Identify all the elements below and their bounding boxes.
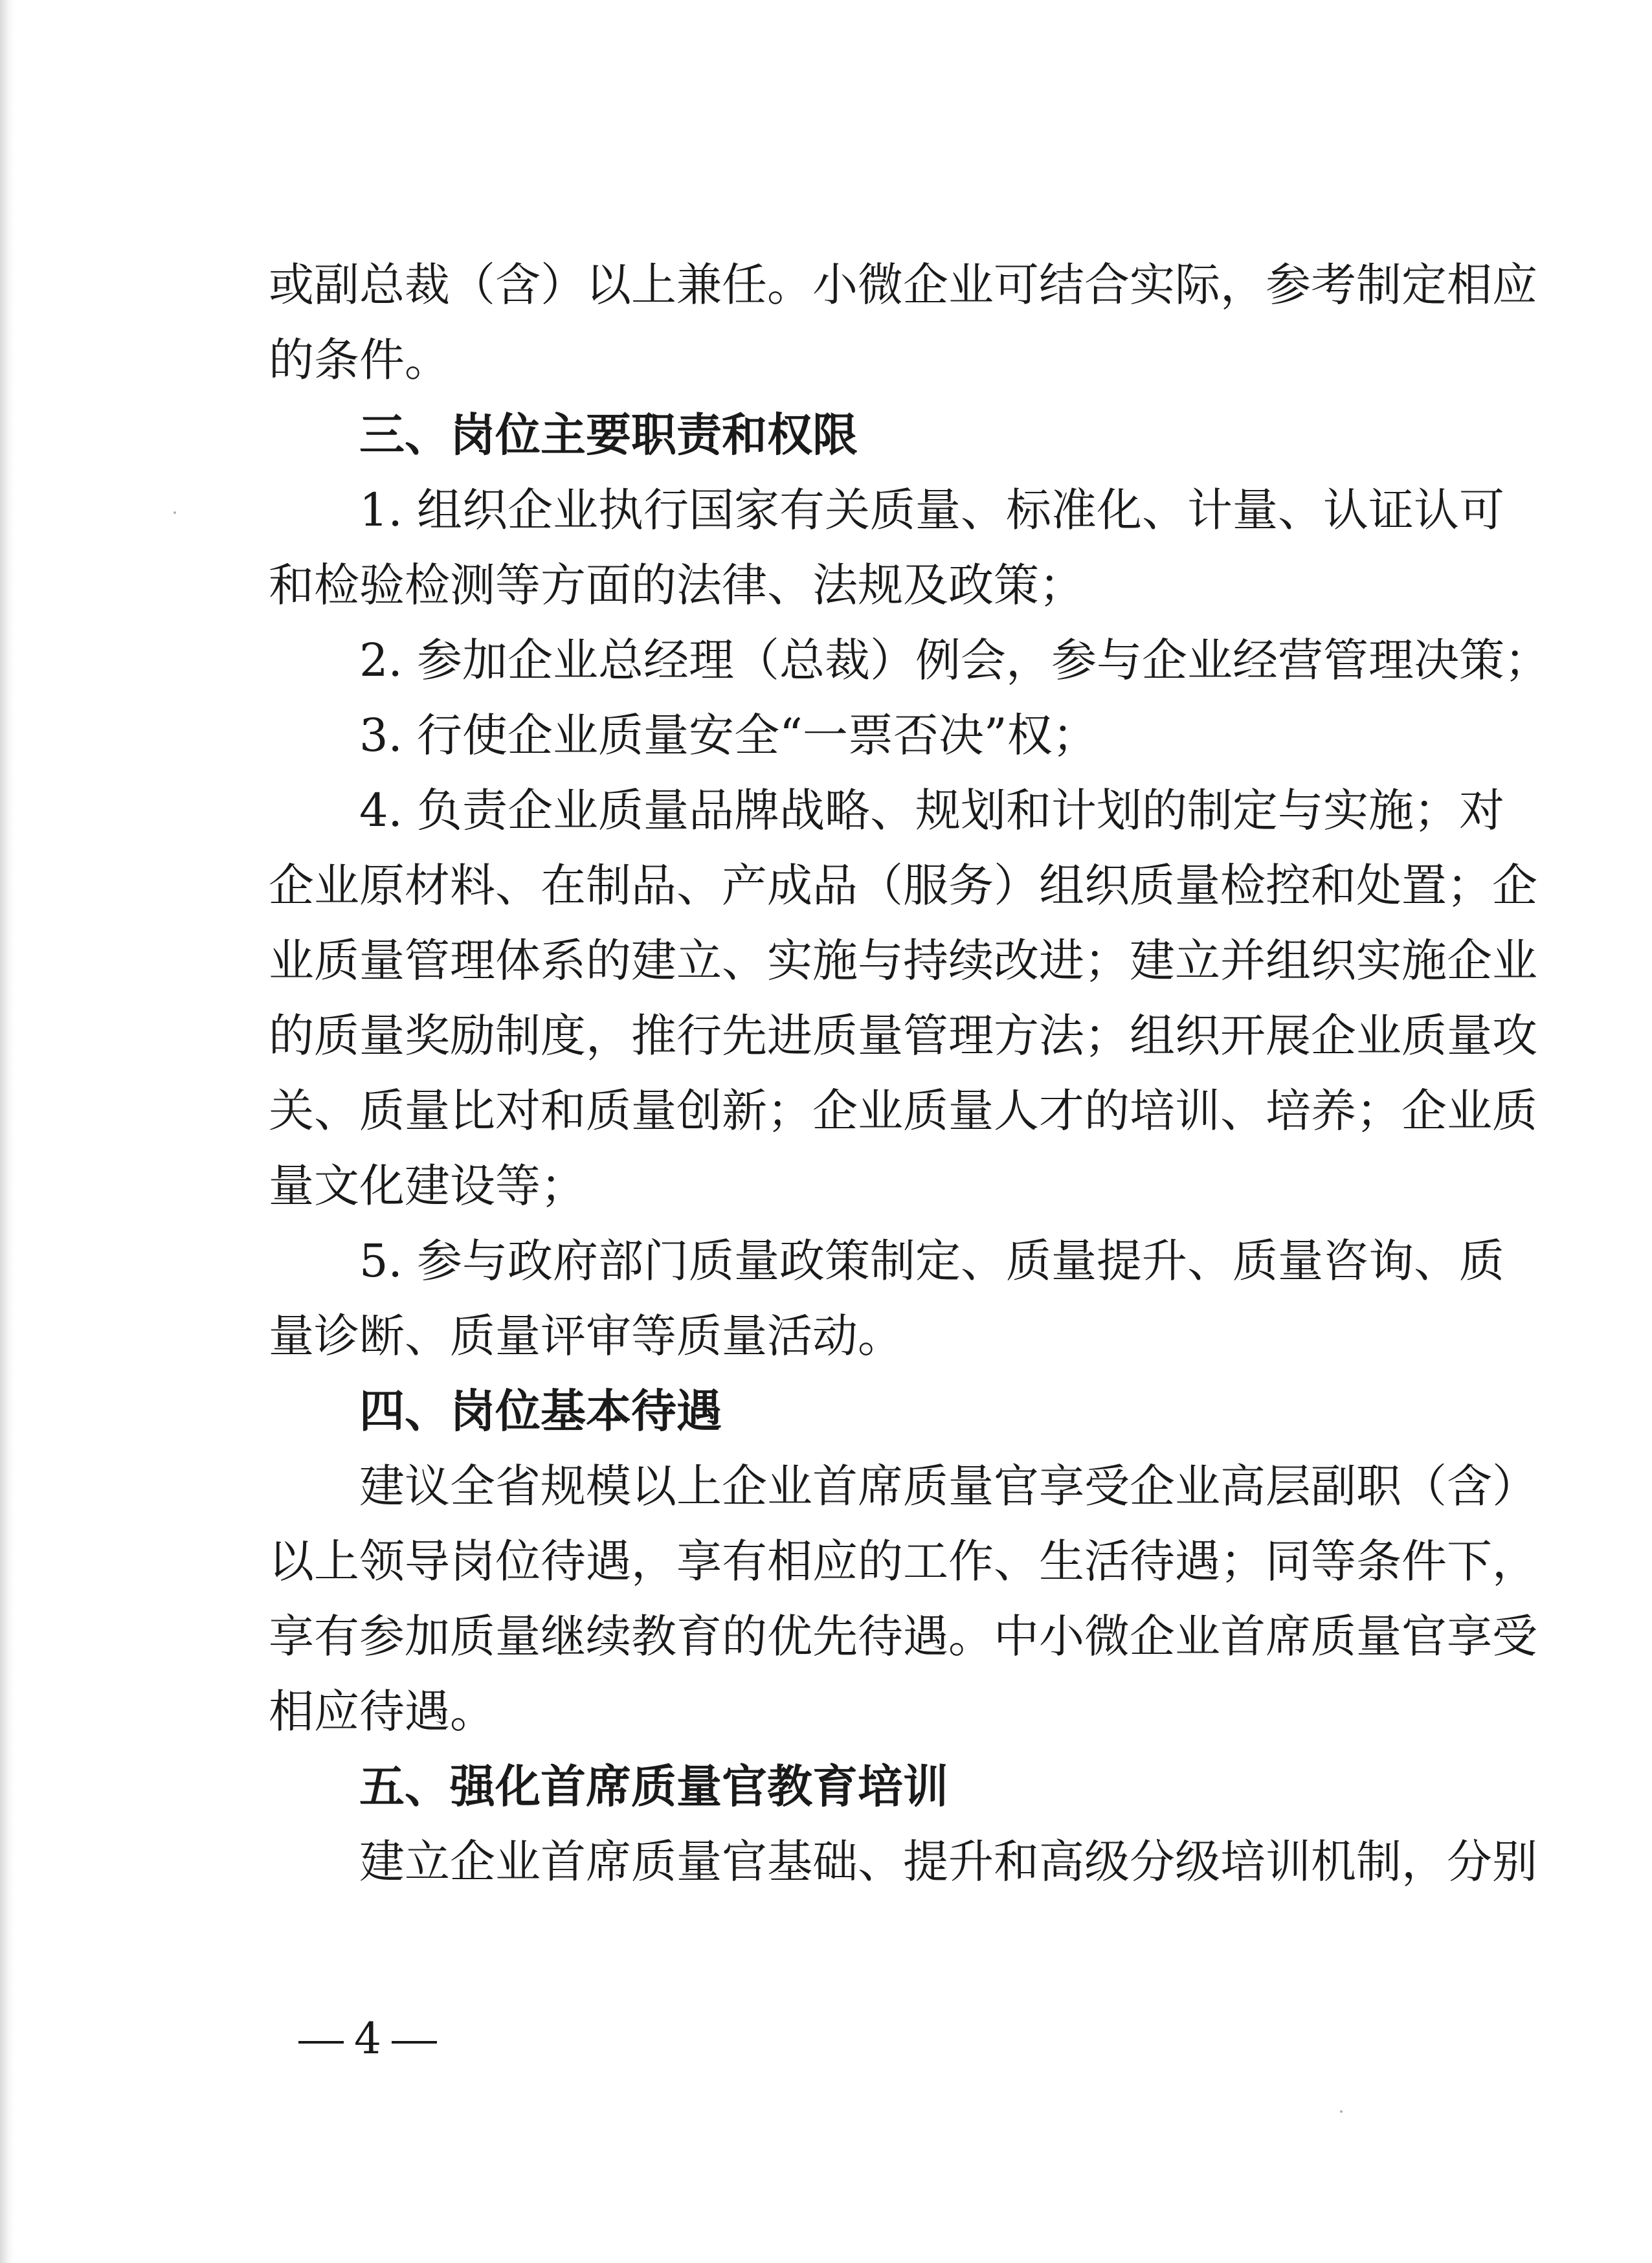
text-line: 量诊断、质量评审等质量活动。 [269, 1310, 903, 1363]
section-heading: 三、岗位主要职责和权限 [359, 408, 858, 462]
text-line: 以上领导岗位待遇，享有相应的工作、生活待遇；同等条件下， [269, 1535, 1537, 1588]
text-line: 5. 参与政府部门质量政策制定、质量提升、质量咨询、质 [359, 1234, 1505, 1288]
text-line: 2. 参加企业总经理（总裁）例会，参与企业经营管理决策； [359, 634, 1550, 687]
text-line: 量文化建设等； [269, 1159, 586, 1212]
text-line: 1. 组织企业执行国家有关质量、标准化、计量、认证认可 [359, 484, 1505, 537]
page-number-value: 4 [354, 2014, 381, 2064]
dash-right [392, 2041, 437, 2044]
text-line: 企业原材料、在制品、产成品（服务）组织质量检控和处置；企 [269, 859, 1537, 912]
text-line: 业质量管理体系的建立、实施与持续改进；建立并组织实施企业 [269, 934, 1537, 987]
text-line: 和检验检测等方面的法律、法规及政策； [269, 559, 1084, 612]
page-number [288, 2013, 447, 2065]
text-line: 建议全省规模以上企业首席质量官享受企业高层副职（含） [359, 1460, 1537, 1513]
section-heading: 四、岗位基本待遇 [359, 1385, 722, 1438]
dash-left [298, 2041, 344, 2044]
text-line: 关、质量比对和质量创新；企业质量人才的培训、培养；企业质 [269, 1084, 1537, 1137]
scan-speck [1340, 2110, 1343, 2113]
text-line: 建立企业首席质量官基础、提升和高级分级培训机制，分别 [359, 1835, 1537, 1888]
section-heading: 五、强化首席质量官教育培训 [359, 1760, 948, 1813]
text-line: 享有参加质量继续教育的优先待遇。中小微企业首席质量官享受 [269, 1610, 1537, 1663]
scan-speck [173, 511, 176, 514]
text-line: 3. 行使企业质量安全“一票否决”权； [359, 709, 1098, 762]
text-line: 或副总裁（含）以上兼任。小微企业可结合实际，参考制定相应 [269, 258, 1537, 311]
document-body [269, 247, 1550, 1899]
text-line: 相应待遇。 [269, 1685, 495, 1738]
scan-edge-shadow [0, 0, 14, 2263]
text-line: 4. 负责企业质量品牌战略、规划和计划的制定与实施；对 [359, 784, 1505, 837]
text-line: 的条件。 [269, 333, 450, 386]
text-line: 的质量奖励制度，推行先进质量管理方法；组织开展企业质量攻 [269, 1009, 1537, 1062]
